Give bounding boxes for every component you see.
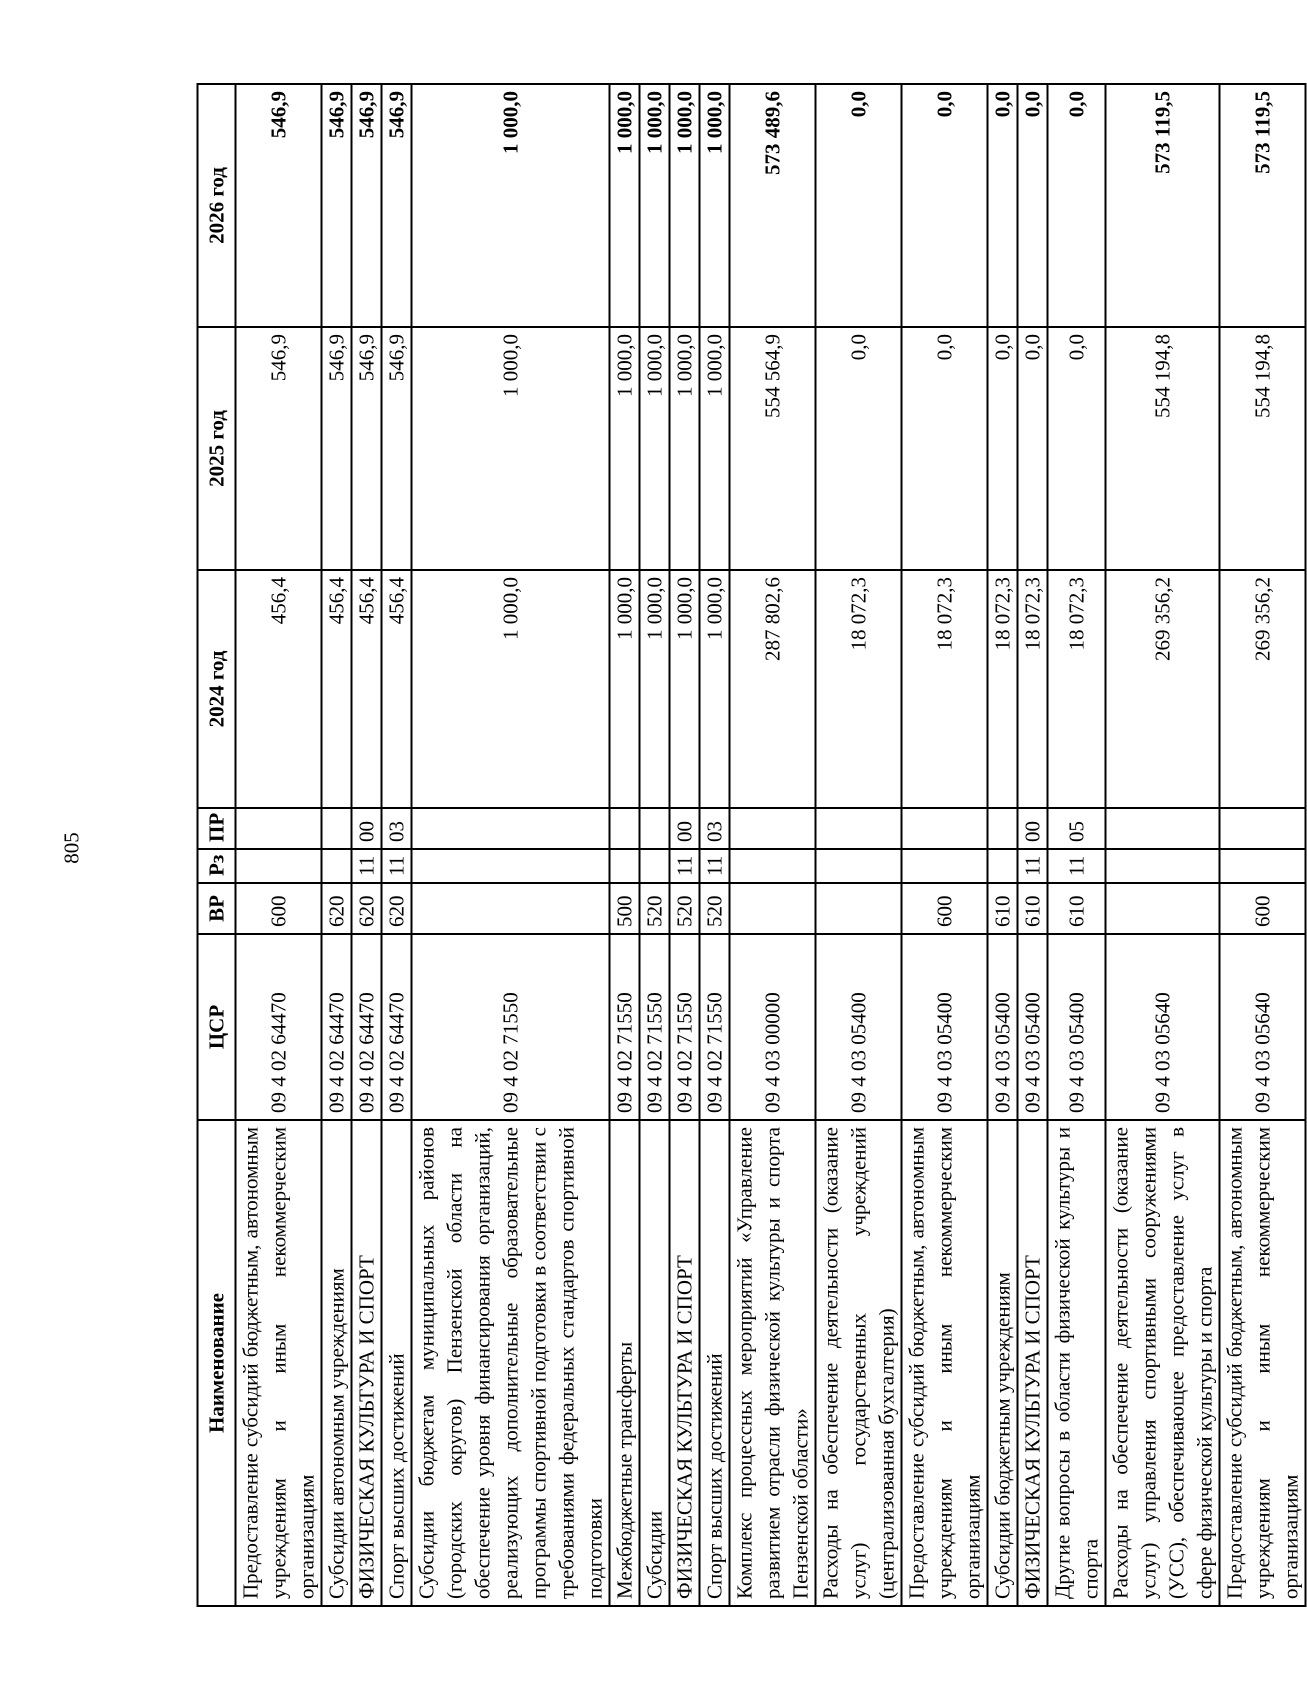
cell-y2024: 1 000,0 xyxy=(670,570,700,808)
table-row xyxy=(352,84,382,1606)
cell-y2024: 456,4 xyxy=(322,570,352,808)
cell-y2025: 554 194,8 xyxy=(1220,327,1306,570)
cell-rz xyxy=(902,849,988,883)
cell-name: Другие вопросы в области физической культуры и спорта xyxy=(1048,1120,1106,1606)
cell-y2024: 18 072,3 xyxy=(1048,570,1106,808)
cell-csr: 09 4 02 71550 xyxy=(670,934,700,1120)
cell-rz xyxy=(730,849,816,883)
header-rz: Рз xyxy=(198,849,236,883)
cell-y2026: 0,0 xyxy=(816,84,902,327)
cell-y2026: 1 000,0 xyxy=(640,84,670,327)
cell-pr xyxy=(1106,808,1220,849)
header-2024: 2024 год xyxy=(198,570,236,808)
cell-csr: 09 4 03 05400 xyxy=(902,934,988,1120)
cell-csr: 09 4 03 05640 xyxy=(1220,934,1306,1120)
cell-pr xyxy=(902,808,988,849)
cell-y2026: 1 000,0 xyxy=(412,84,610,327)
cell-rz xyxy=(1220,849,1306,883)
cell-y2026: 546,9 xyxy=(236,84,322,327)
cell-y2024: 18 072,3 xyxy=(902,570,988,808)
cell-y2024: 1 000,0 xyxy=(610,570,640,808)
cell-csr: 09 4 03 05640 xyxy=(1106,934,1220,1120)
cell-vr xyxy=(412,883,610,934)
cell-pr: 00 xyxy=(670,808,700,849)
cell-rz xyxy=(1106,849,1220,883)
cell-y2025: 1 000,0 xyxy=(670,327,700,570)
cell-name: Спорт высших достижений xyxy=(382,1120,412,1606)
table-row xyxy=(236,84,322,1606)
cell-y2025: 554 194,8 xyxy=(1106,327,1220,570)
cell-csr: 09 4 03 05400 xyxy=(1018,934,1048,1120)
cell-pr: 05 xyxy=(1048,808,1106,849)
header-vr: ВР xyxy=(198,883,236,934)
cell-y2026: 546,9 xyxy=(352,84,382,327)
header-csr: ЦСР xyxy=(198,934,236,1120)
cell-vr: 620 xyxy=(382,883,412,934)
cell-y2026: 0,0 xyxy=(988,84,1018,327)
table-row xyxy=(1048,84,1106,1606)
cell-csr: 09 4 02 71550 xyxy=(700,934,730,1120)
cell-name: Субсидии бюджетам муниципальных районов (городских округов) Пензенской области на обеспечение уровня финансирования организаций, реализующих дополнительные образовательные программы спортивной подготовки в соответствии с требованиями федеральных стандартов спортивной подготовки xyxy=(412,1120,610,1606)
table-row xyxy=(816,84,902,1606)
cell-csr: 09 4 03 05400 xyxy=(1048,934,1106,1120)
cell-csr: 09 4 02 64470 xyxy=(352,934,382,1120)
cell-y2025: 1 000,0 xyxy=(412,327,610,570)
cell-name: Комплекс процессных мероприятий «Управление развитием отрасли физической культуры и спорта Пензенской области» xyxy=(730,1120,816,1606)
cell-y2024: 1 000,0 xyxy=(412,570,610,808)
cell-y2024: 18 072,3 xyxy=(816,570,902,808)
cell-name: Предоставление субсидий бюджетным, автономным учреждениям и иным некоммерческим организациям xyxy=(902,1120,988,1606)
cell-y2025: 554 564,9 xyxy=(730,327,816,570)
cell-name: Субсидии бюджетным учреждениям xyxy=(988,1120,1018,1606)
cell-y2025: 546,9 xyxy=(352,327,382,570)
cell-rz: 11 xyxy=(382,849,412,883)
cell-vr: 600 xyxy=(236,883,322,934)
table-row xyxy=(1018,84,1048,1606)
cell-pr: 00 xyxy=(352,808,382,849)
table-row xyxy=(730,84,816,1606)
table-row xyxy=(610,84,640,1606)
cell-pr: 03 xyxy=(382,808,412,849)
cell-y2026: 1 000,0 xyxy=(700,84,730,327)
cell-name: Расходы на обеспечение деятельности (оказание услуг) управления спортивными сооружениями (УСС), обеспечивающее предоставление услуг в сфере физической культуры и спорта xyxy=(1106,1120,1220,1606)
cell-rz xyxy=(412,849,610,883)
cell-name: Субсидии автономным учреждениям xyxy=(322,1120,352,1606)
table-header-row xyxy=(198,84,236,1606)
cell-pr: 03 xyxy=(700,808,730,849)
cell-y2024: 269 356,2 xyxy=(1106,570,1220,808)
cell-y2026: 0,0 xyxy=(1018,84,1048,327)
table-row xyxy=(640,84,670,1606)
table-body xyxy=(236,84,1306,1606)
cell-y2025: 546,9 xyxy=(382,327,412,570)
cell-rz xyxy=(816,849,902,883)
cell-vr xyxy=(1106,883,1220,934)
cell-csr: 09 4 02 71550 xyxy=(610,934,640,1120)
header-2025: 2025 год xyxy=(198,327,236,570)
cell-vr: 520 xyxy=(700,883,730,934)
cell-y2026: 573 489,6 xyxy=(730,84,816,327)
cell-y2026: 0,0 xyxy=(902,84,988,327)
cell-vr: 620 xyxy=(322,883,352,934)
cell-y2025: 1 000,0 xyxy=(700,327,730,570)
cell-pr xyxy=(730,808,816,849)
header-pr: ПР xyxy=(198,808,236,849)
cell-name: Предоставление субсидий бюджетным, автономным учреждениям и иным некоммерческим организациям xyxy=(1220,1120,1306,1606)
cell-vr: 520 xyxy=(670,883,700,934)
cell-y2025: 1 000,0 xyxy=(610,327,640,570)
cell-name: Спорт высших достижений xyxy=(700,1120,730,1606)
budget-table-container xyxy=(197,85,1303,1607)
cell-csr: 09 4 02 71550 xyxy=(640,934,670,1120)
cell-rz xyxy=(236,849,322,883)
budget-table xyxy=(197,83,1307,1607)
cell-y2024: 18 072,3 xyxy=(1018,570,1048,808)
cell-y2026: 546,9 xyxy=(322,84,352,327)
cell-y2026: 1 000,0 xyxy=(670,84,700,327)
table-row xyxy=(412,84,610,1606)
cell-y2024: 456,4 xyxy=(382,570,412,808)
cell-rz xyxy=(322,849,352,883)
table-row xyxy=(670,84,700,1606)
cell-name: Расходы на обеспечение деятельности (оказание услуг) государственных учреждений (централизованная бухгалтерия) xyxy=(816,1120,902,1606)
cell-rz: 11 xyxy=(700,849,730,883)
header-2026: 2026 год xyxy=(198,84,236,327)
table-row xyxy=(700,84,730,1606)
cell-pr xyxy=(322,808,352,849)
cell-csr: 09 4 02 64470 xyxy=(236,934,322,1120)
cell-name: ФИЗИЧЕСКАЯ КУЛЬТУРА И СПОРТ xyxy=(1018,1120,1048,1606)
cell-pr xyxy=(640,808,670,849)
cell-rz xyxy=(988,849,1018,883)
cell-y2025: 0,0 xyxy=(1018,327,1048,570)
table-row xyxy=(988,84,1018,1606)
cell-csr: 09 4 02 64470 xyxy=(322,934,352,1120)
table-row xyxy=(322,84,352,1606)
cell-y2024: 269 356,2 xyxy=(1220,570,1306,808)
cell-y2026: 0,0 xyxy=(1048,84,1106,327)
table-row xyxy=(382,84,412,1606)
cell-pr xyxy=(988,808,1018,849)
cell-rz: 11 xyxy=(670,849,700,883)
cell-csr: 09 4 03 00000 xyxy=(730,934,816,1120)
cell-vr xyxy=(730,883,816,934)
cell-vr: 600 xyxy=(902,883,988,934)
cell-y2024: 1 000,0 xyxy=(700,570,730,808)
cell-pr xyxy=(412,808,610,849)
cell-pr xyxy=(816,808,902,849)
header-name: Наименование xyxy=(198,1120,236,1606)
cell-vr: 610 xyxy=(988,883,1018,934)
cell-pr xyxy=(610,808,640,849)
cell-csr: 09 4 02 71550 xyxy=(412,934,610,1120)
table-row xyxy=(1220,84,1306,1606)
cell-csr: 09 4 03 05400 xyxy=(816,934,902,1120)
cell-y2024: 456,4 xyxy=(352,570,382,808)
cell-vr: 610 xyxy=(1048,883,1106,934)
cell-name: ФИЗИЧЕСКАЯ КУЛЬТУРА И СПОРТ xyxy=(352,1120,382,1606)
cell-rz xyxy=(610,849,640,883)
cell-y2024: 287 802,6 xyxy=(730,570,816,808)
table-row xyxy=(1106,84,1220,1606)
cell-name: Межбюджетные трансферты xyxy=(610,1120,640,1606)
cell-y2025: 0,0 xyxy=(988,327,1018,570)
cell-y2026: 1 000,0 xyxy=(610,84,640,327)
cell-y2025: 1 000,0 xyxy=(640,327,670,570)
cell-name: ФИЗИЧЕСКАЯ КУЛЬТУРА И СПОРТ xyxy=(670,1120,700,1606)
cell-y2026: 573 119,5 xyxy=(1220,84,1306,327)
cell-name: Субсидии xyxy=(640,1120,670,1606)
cell-y2024: 456,4 xyxy=(236,570,322,808)
cell-pr: 00 xyxy=(1018,808,1048,849)
cell-csr: 09 4 02 64470 xyxy=(382,934,412,1120)
cell-rz: 11 xyxy=(1018,849,1048,883)
cell-y2025: 546,9 xyxy=(236,327,322,570)
cell-y2025: 0,0 xyxy=(902,327,988,570)
cell-pr xyxy=(1220,808,1306,849)
cell-csr: 09 4 03 05400 xyxy=(988,934,1018,1120)
cell-y2024: 1 000,0 xyxy=(640,570,670,808)
cell-y2025: 0,0 xyxy=(816,327,902,570)
cell-y2026: 573 119,5 xyxy=(1106,84,1220,327)
cell-vr: 610 xyxy=(1018,883,1048,934)
cell-vr: 520 xyxy=(640,883,670,934)
cell-y2025: 546,9 xyxy=(322,327,352,570)
cell-pr xyxy=(236,808,322,849)
cell-vr: 600 xyxy=(1220,883,1306,934)
cell-rz xyxy=(640,849,670,883)
cell-vr: 620 xyxy=(352,883,382,934)
table-row xyxy=(902,84,988,1606)
cell-vr xyxy=(816,883,902,934)
cell-rz: 11 xyxy=(352,849,382,883)
cell-y2026: 546,9 xyxy=(382,84,412,327)
cell-y2025: 0,0 xyxy=(1048,327,1106,570)
cell-y2024: 18 072,3 xyxy=(988,570,1018,808)
cell-name: Предоставление субсидий бюджетным, автономным учреждениям и иным некоммерческим организациям xyxy=(236,1120,322,1606)
cell-vr: 500 xyxy=(610,883,640,934)
page-number: 805 xyxy=(59,832,84,864)
cell-rz: 11 xyxy=(1048,849,1106,883)
